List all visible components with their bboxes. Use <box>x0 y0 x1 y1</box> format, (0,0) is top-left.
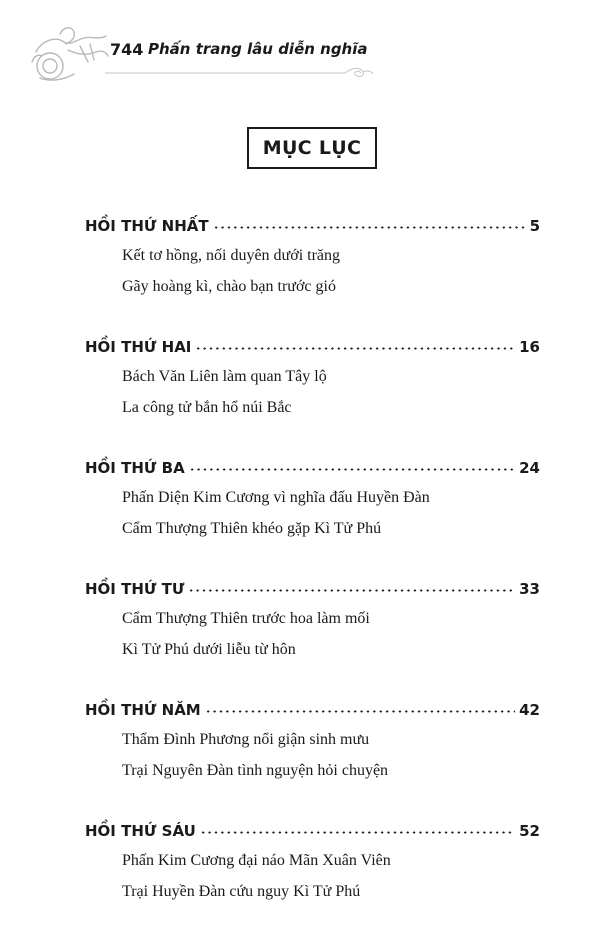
rider-ornament-icon <box>30 22 110 89</box>
running-title: Phấn trang lâu diễn nghĩa <box>148 40 368 58</box>
toc-chapter-link[interactable] <box>85 575 540 603</box>
toc-chapter-link[interactable] <box>85 333 540 361</box>
chapter-title: HỒI THỨ HAI <box>85 338 192 356</box>
page-number: 744 <box>110 40 144 59</box>
toc-entry-2 <box>85 333 540 423</box>
dot-leader <box>195 347 515 350</box>
header-rule <box>105 66 375 85</box>
toc-entry-5 <box>85 696 540 786</box>
toc-chapter-link[interactable] <box>85 454 540 482</box>
chapter-page: 16 <box>519 338 540 356</box>
toc-chapter-link[interactable] <box>85 817 540 845</box>
chapter-title: HỒI THỨ NĂM <box>85 701 201 719</box>
toc-heading: MỤC LỤC <box>247 127 377 169</box>
dot-leader <box>189 468 515 471</box>
chapter-subtitle: Cẩm Thượng Thiên khéo gặp Kì Tử Phú <box>122 520 382 537</box>
chapter-subtitle: Thẩm Đình Phương nổi giận sinh mưu <box>122 731 370 748</box>
dot-leader <box>213 226 526 229</box>
chapter-title: HỒI THỨ TƯ <box>85 580 185 598</box>
chapter-subtitle: Trại Huyền Đàn cứu nguy Kì Tử Phú <box>122 883 361 900</box>
chapter-subtitle: Phấn Diện Kim Cương vì nghĩa đấu Huyền Đàn <box>122 489 430 506</box>
chapter-subtitle: Kết tơ hồng, nối duyên dưới trăng <box>122 247 341 264</box>
dot-leader <box>200 831 515 834</box>
chapter-title: HỒI THỨ SÁU <box>85 822 196 840</box>
chapter-subtitle: Bách Văn Liên làm quan Tây lộ <box>122 368 327 385</box>
toc-entry-4 <box>85 575 540 665</box>
dot-leader <box>205 710 515 713</box>
chapter-subtitle: La công tử bắn hổ núi Bắc <box>122 399 292 416</box>
chapter-page: 24 <box>519 459 540 477</box>
chapter-subtitle: Kì Tử Phú dưới liễu từ hôn <box>122 641 296 658</box>
table-of-contents <box>85 212 540 938</box>
toc-chapter-link[interactable] <box>85 696 540 724</box>
toc-entry-3 <box>85 454 540 544</box>
page-header <box>0 0 612 100</box>
chapter-subtitle: Cẩm Thượng Thiên trước hoa làm mối <box>122 610 370 627</box>
chapter-page: 5 <box>529 217 540 235</box>
dot-leader <box>188 589 515 592</box>
chapter-subtitle: Gãy hoàng kì, chào bạn trước gió <box>122 278 336 295</box>
toc-entry-6 <box>85 817 540 907</box>
toc-chapter-link[interactable] <box>85 212 540 240</box>
toc-entry-1 <box>85 212 540 302</box>
chapter-page: 33 <box>519 580 540 598</box>
chapter-title: HỒI THỨ NHẤT <box>85 217 209 235</box>
chapter-page: 52 <box>519 822 540 840</box>
chapter-title: HỒI THỨ BA <box>85 459 185 477</box>
chapter-subtitle: Trại Nguyên Đàn tình nguyện hỏi chuyện <box>122 762 389 779</box>
chapter-page: 42 <box>519 701 540 719</box>
chapter-subtitle: Phấn Kim Cương đại náo Mãn Xuân Viên <box>122 852 391 869</box>
